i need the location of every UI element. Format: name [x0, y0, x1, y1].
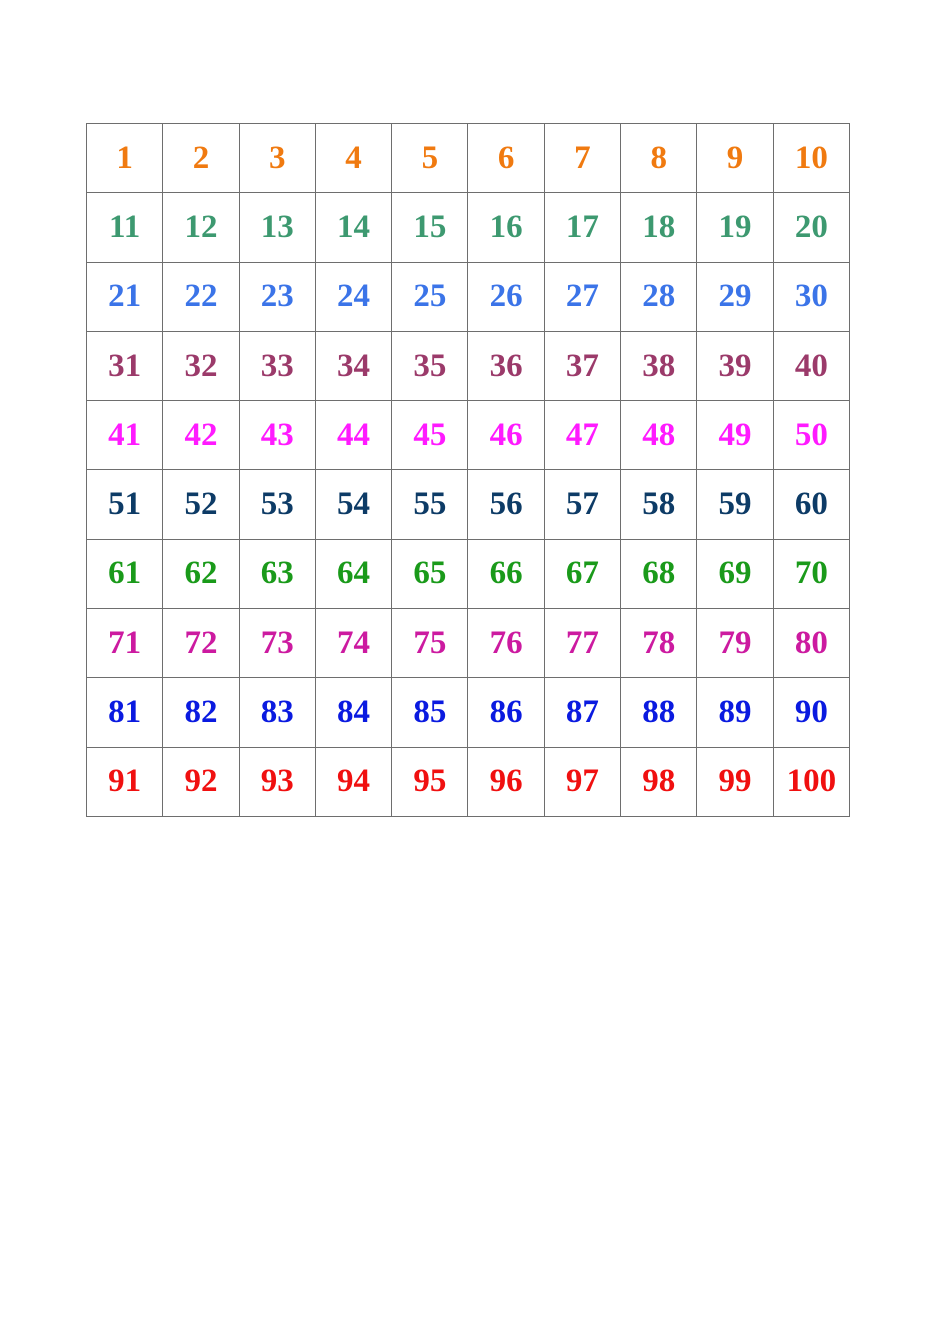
number-cell: 69	[697, 539, 773, 608]
number-cell: 48	[621, 401, 697, 470]
number-cell: 89	[697, 678, 773, 747]
number-cell: 56	[468, 470, 544, 539]
chart-row	[87, 124, 850, 193]
number-cell: 31	[87, 331, 163, 400]
number-cell: 55	[392, 470, 468, 539]
number-cell: 32	[163, 331, 239, 400]
number-cell: 15	[392, 193, 468, 262]
number-cell: 95	[392, 747, 468, 816]
number-cell: 93	[239, 747, 315, 816]
number-cell: 98	[621, 747, 697, 816]
chart-row	[87, 747, 850, 816]
number-cell: 78	[621, 609, 697, 678]
number-cell: 39	[697, 331, 773, 400]
number-cell: 6	[468, 124, 544, 193]
chart-row	[87, 470, 850, 539]
number-cell: 74	[315, 609, 391, 678]
number-cell: 72	[163, 609, 239, 678]
number-cell: 47	[544, 401, 620, 470]
number-cell: 11	[87, 193, 163, 262]
number-cell: 99	[697, 747, 773, 816]
number-cell: 71	[87, 609, 163, 678]
number-cell: 7	[544, 124, 620, 193]
number-cell: 85	[392, 678, 468, 747]
number-cell: 41	[87, 401, 163, 470]
number-cell: 91	[87, 747, 163, 816]
number-cell: 87	[544, 678, 620, 747]
number-cell: 28	[621, 262, 697, 331]
number-cell: 4	[315, 124, 391, 193]
number-cell: 75	[392, 609, 468, 678]
number-cell: 92	[163, 747, 239, 816]
chart-row	[87, 678, 850, 747]
number-cell: 45	[392, 401, 468, 470]
number-cell: 61	[87, 539, 163, 608]
number-cell: 58	[621, 470, 697, 539]
number-cell: 42	[163, 401, 239, 470]
number-cell: 76	[468, 609, 544, 678]
number-cell: 79	[697, 609, 773, 678]
number-cell: 34	[315, 331, 391, 400]
number-cell: 17	[544, 193, 620, 262]
number-cell: 30	[773, 262, 849, 331]
number-cell: 57	[544, 470, 620, 539]
number-cell: 21	[87, 262, 163, 331]
number-cell: 25	[392, 262, 468, 331]
number-cell: 16	[468, 193, 544, 262]
number-cell: 18	[621, 193, 697, 262]
number-cell: 27	[544, 262, 620, 331]
number-cell: 86	[468, 678, 544, 747]
number-cell: 35	[392, 331, 468, 400]
number-cell: 12	[163, 193, 239, 262]
number-cell: 44	[315, 401, 391, 470]
number-cell: 82	[163, 678, 239, 747]
hundred-chart-table	[86, 123, 850, 817]
number-cell: 80	[773, 609, 849, 678]
number-cell: 70	[773, 539, 849, 608]
number-cell: 60	[773, 470, 849, 539]
number-cell: 1	[87, 124, 163, 193]
number-cell: 94	[315, 747, 391, 816]
number-cell: 38	[621, 331, 697, 400]
number-cell: 24	[315, 262, 391, 331]
number-cell: 64	[315, 539, 391, 608]
number-cell: 8	[621, 124, 697, 193]
chart-row	[87, 262, 850, 331]
hundred-chart-body	[87, 124, 850, 817]
number-cell: 33	[239, 331, 315, 400]
number-cell: 81	[87, 678, 163, 747]
number-cell: 5	[392, 124, 468, 193]
number-cell: 37	[544, 331, 620, 400]
chart-row	[87, 401, 850, 470]
number-cell: 100	[773, 747, 849, 816]
number-cell: 77	[544, 609, 620, 678]
number-cell: 50	[773, 401, 849, 470]
number-cell: 68	[621, 539, 697, 608]
number-cell: 62	[163, 539, 239, 608]
number-cell: 46	[468, 401, 544, 470]
number-cell: 49	[697, 401, 773, 470]
chart-row	[87, 609, 850, 678]
number-cell: 65	[392, 539, 468, 608]
number-cell: 63	[239, 539, 315, 608]
number-cell: 9	[697, 124, 773, 193]
number-cell: 20	[773, 193, 849, 262]
number-cell: 26	[468, 262, 544, 331]
number-cell: 19	[697, 193, 773, 262]
number-cell: 67	[544, 539, 620, 608]
number-cell: 36	[468, 331, 544, 400]
number-cell: 2	[163, 124, 239, 193]
number-cell: 66	[468, 539, 544, 608]
number-cell: 84	[315, 678, 391, 747]
number-cell: 10	[773, 124, 849, 193]
number-cell: 29	[697, 262, 773, 331]
number-cell: 59	[697, 470, 773, 539]
number-cell: 23	[239, 262, 315, 331]
number-cell: 73	[239, 609, 315, 678]
number-cell: 54	[315, 470, 391, 539]
number-cell: 97	[544, 747, 620, 816]
number-cell: 88	[621, 678, 697, 747]
number-cell: 51	[87, 470, 163, 539]
chart-row	[87, 193, 850, 262]
number-cell: 43	[239, 401, 315, 470]
number-cell: 90	[773, 678, 849, 747]
number-cell: 96	[468, 747, 544, 816]
number-cell: 22	[163, 262, 239, 331]
number-cell: 83	[239, 678, 315, 747]
number-cell: 40	[773, 331, 849, 400]
number-cell: 13	[239, 193, 315, 262]
number-cell: 14	[315, 193, 391, 262]
number-cell: 53	[239, 470, 315, 539]
chart-row	[87, 539, 850, 608]
chart-row	[87, 331, 850, 400]
number-cell: 3	[239, 124, 315, 193]
number-cell: 52	[163, 470, 239, 539]
